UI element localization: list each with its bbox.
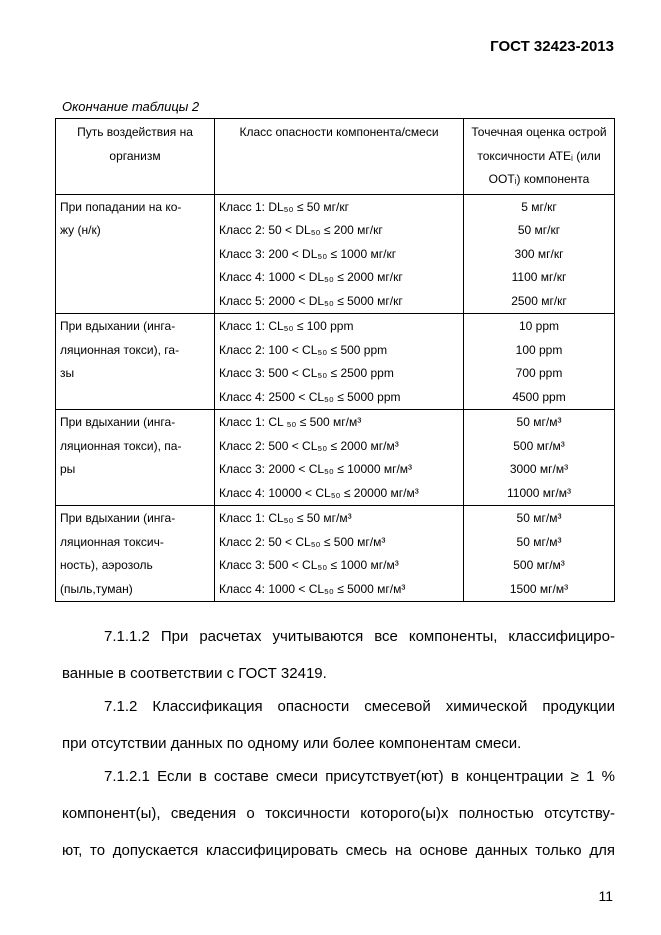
table-row: [56, 410, 615, 506]
table-row: [56, 506, 615, 602]
hazard-class-table: [55, 118, 615, 602]
class-cell: Класс 1: CL ₅₀ ≤ 500 мг/м³ Класс 2: 500 < CL₅₀ ≤ 2000 мг/м³ Класс 3: 2000 < CL₅₀ ≤ 10000 мг/м³ Класс 4: 10000 < CL₅₀ ≤ 20000 мг/м³: [215, 410, 464, 506]
header-estimate: Точечная оценка острой токсичности ATEᵢ (или OOTᵢ) компонента: [464, 119, 615, 195]
route-cell: При вдыхании (инга- ляционная токсич- ность), аэрозоль (пыль,туман): [56, 506, 215, 602]
estimate-cell: 50 мг/м³ 500 мг/м³ 3000 мг/м³ 11000 мг/м³: [464, 410, 615, 506]
estimate-cell: 10 ppm 100 ppm 700 ppm 4500 ppm: [464, 314, 615, 410]
header-route: Путь воздействия на организм: [56, 119, 215, 195]
paragraph-7-1-2-1: 7.1.2.1 Если в составе смеси присутствует(ют) в концентрации ≥ 1 % компонент(ы), сведения о токсичности которого(ы)х полностью отсутству- ют, то допускается классифицировать смесь на основе данных только для: [62, 768, 615, 859]
route-cell: При вдыхании (инга- ляционная токси), га- зы: [56, 314, 215, 410]
table-caption: Окончание таблицы 2: [62, 99, 200, 114]
header-class: Класс опасности компонента/смеси: [215, 119, 464, 195]
table-row: [56, 194, 615, 314]
estimate-cell: 50 мг/м³ 50 мг/м³ 500 мг/м³ 1500 мг/м³: [464, 506, 615, 602]
paragraph-7-1-2: 7.1.2 Классификация опасности смесевой химической продукции при отсутствии данных по одному или более компонентам смеси.: [62, 698, 615, 752]
route-cell: При попадании на ко- жу (н/к): [56, 194, 215, 314]
paragraph-7-1-1-2: 7.1.1.2 При расчетах учитываются все компоненты, классифициро- ванные в соответствии с ГОСТ 32419.: [62, 628, 615, 682]
table-row: [56, 314, 615, 410]
class-cell: Класс 1: DL₅₀ ≤ 50 мг/кг Класс 2: 50 < DL₅₀ ≤ 200 мг/кг Класс 3: 200 < DL₅₀ ≤ 1000 мг/кг Класс 4: 1000 < DL₅₀ ≤ 2000 мг/кг Класс 5: 2000 < DL₅₀ ≤ 5000 мг/кг: [215, 194, 464, 314]
page-number: 11: [598, 888, 613, 904]
route-cell: При вдыхании (инга- ляционная токси), па- ры: [56, 410, 215, 506]
table-header-row: [56, 119, 615, 195]
class-cell: Класс 1: CL₅₀ ≤ 50 мг/м³ Класс 2: 50 < CL₅₀ ≤ 500 мг/м³ Класс 3: 500 < CL₅₀ ≤ 1000 мг/м³ Класс 4: 1000 < CL₅₀ ≤ 5000 мг/м³: [215, 506, 464, 602]
estimate-cell: 5 мг/кг 50 мг/кг 300 мг/кг 1100 мг/кг 2500 мг/кг: [464, 194, 615, 314]
document-id-header: ГОСТ 32423-2013: [490, 38, 614, 55]
class-cell: Класс 1: CL₅₀ ≤ 100 ppm Класс 2: 100 < CL₅₀ ≤ 500 ppm Класс 3: 500 < CL₅₀ ≤ 2500 ppm Класс 4: 2500 < CL₅₀ ≤ 5000 ppm: [215, 314, 464, 410]
